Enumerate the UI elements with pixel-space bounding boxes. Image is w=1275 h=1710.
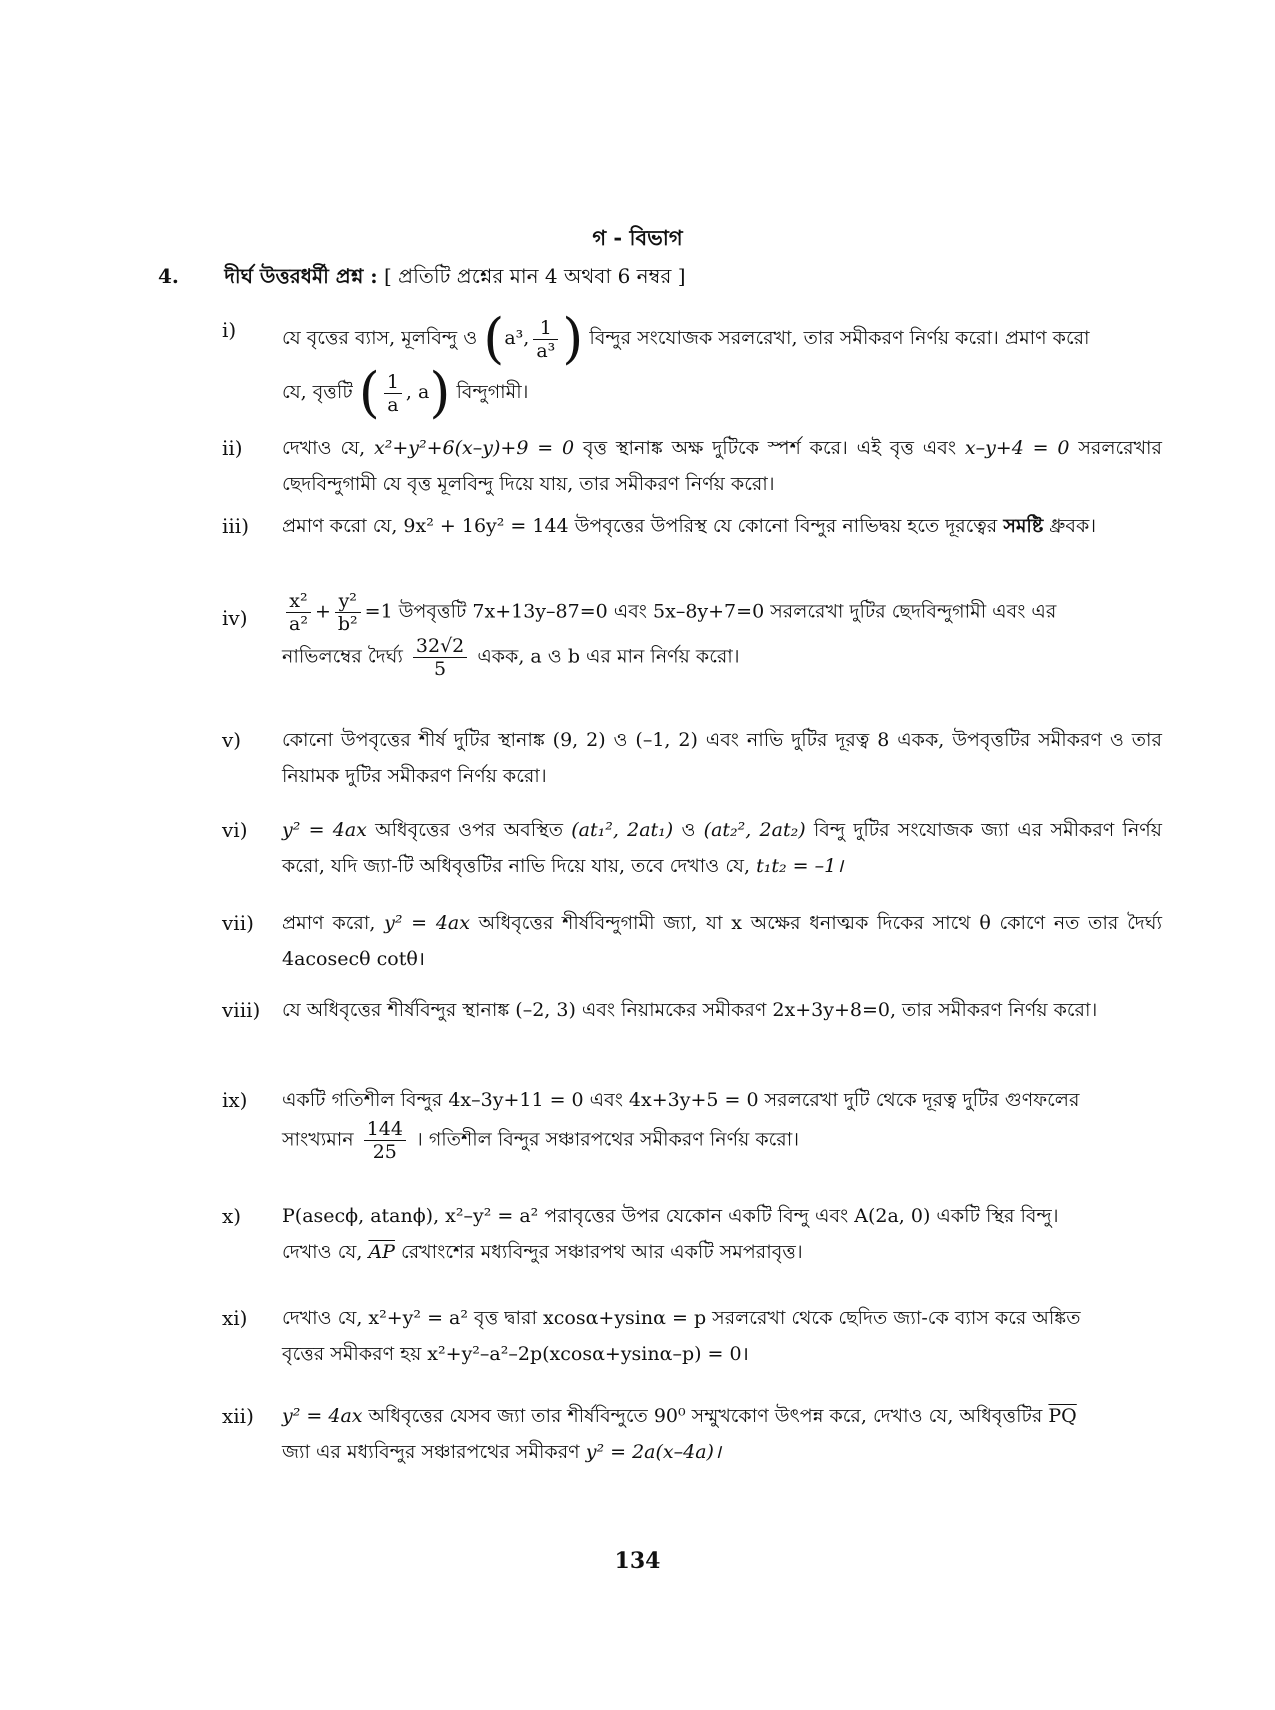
problem-text: উপবৃত্তটি 7x+13y–87=0 এবং 5x–8y+7=0 সরলরেখা দুটির ছেদবিন্দুগামী এবং এর <box>398 600 1057 623</box>
problem-text: ধ্রুবক। <box>1049 515 1097 537</box>
problem-text: অধিবৃত্তের যেসব জ্যা তার শীর্ষবিন্দুতে 90⁰ সম্মুখকোণ উৎপন্ন করে, দেখাও যে, অধিবৃত্তটির <box>368 1405 1043 1427</box>
problem-text: দেখাও যে, x²+y² = a² বৃত্ত দ্বারা xcosα+ysinα = p সরলরেখা থেকে ছেদিত জ্যা-কে ব্যাস করে অঙ্কিত <box>282 1307 1081 1329</box>
problem-text: যে বৃত্তের ব্যাস, মূলবিন্দু ও <box>282 327 478 349</box>
problem-text: বিন্দুর সংযোজক সরলরেখা, তার সমীকরণ নির্ণয় করো। প্রমাণ করো <box>589 327 1090 349</box>
problem-text: বিন্দুগামী। <box>456 381 529 403</box>
marks-note: [ প্রতিটি প্রশ্নের মান 4 অথবা 6 নম্বর ] <box>384 264 686 288</box>
problem-text: যে, বৃত্তটি <box>282 381 353 403</box>
problem-number: vi) <box>222 818 248 842</box>
question-label: দীর্ঘ উত্তরধর্মী প্রশ্ন : <box>224 264 378 288</box>
fraction: $\frac{1}{\text{a³}}$ <box>533 317 558 362</box>
fraction: $\frac{\text{y²}}{\text{b²}}$ <box>335 590 361 635</box>
problem-text: কোনো উপবৃত্তের শীর্ষ দুটির স্থানাঙ্ক (9, 2) ও (–1, 2) এবং নাভি দুটির দূরত্ব 8 একক, উপবৃত্তটির সমীকরণ ও তার নিয়ামক দুটির সমীকরণ নির্ণয় করো। <box>282 729 1162 787</box>
fraction: $\frac{1}{a}$ <box>384 371 402 416</box>
problem-xii <box>222 1398 1162 1470</box>
math-a: , a <box>405 381 430 403</box>
problem-text: সরলরেখার ছেদবিন্দুগামী যে বৃত্ত মূলবিন্দু দিয়ে যায়, তার সমীকরণ নির্ণয় করো। <box>282 437 1163 495</box>
paren-right: ) <box>562 307 584 370</box>
math-parabola: y² = 4ax <box>282 1405 363 1427</box>
problem-text: ও <box>681 819 696 841</box>
question-header <box>158 262 686 295</box>
problem-text: দেখাও যে, <box>282 1241 363 1263</box>
problem-text: সমষ্টি <box>1003 515 1044 537</box>
problem-text: অধিবৃত্তের শীর্ষবিন্দুগামী জ্যা, যা x অক্ষের ধনাত্মক দিকের সাথে θ কোণে নত তার দৈর্ঘ্য 4acosecθ cotθ। <box>282 912 1163 970</box>
problem-text: একটি গতিশীল বিন্দুর 4x–3y+11 = 0 এবং 4x+3y+5 = 0 সরলরেখা দুটি থেকে দূরত্ব দুটির গুণফলের <box>282 1089 1080 1111</box>
problem-text: নাভিলম্বের দৈর্ঘ্য <box>282 645 403 668</box>
problem-iv: iv) $\frac{\text{x²}}{\text{a²}}$ + $\frac{\text{y²}}{\text{b²}}$ =1 উপবৃত্তটি 7x+13y–87=0 এবং 5x–8y+7=0 সরলরেখা দুটির ছেদবিন্দুগামী এবং এর নাভিলম্বের দৈর্ঘ্য $\frac{32√2}{5}$ একক, a ও b এর মান নির্ণয় করো। <box>222 590 1057 680</box>
problem-number: ii) <box>222 436 243 460</box>
problem-number: vii) <box>222 911 254 935</box>
math-parabola: y² = 4ax <box>282 819 367 841</box>
problem-iii <box>222 508 1162 544</box>
problem-v <box>222 722 1162 794</box>
problem-text: বৃত্ত স্থানাঙ্ক অক্ষ দুটিকে স্পর্শ করে। এই বৃত্ত এবং <box>582 437 957 459</box>
problem-text: রেখাংশের মধ্যবিন্দুর সঞ্চারপথ আর একটি সমপরাবৃত্ত। <box>401 1241 803 1263</box>
paren-left: ( <box>483 307 505 370</box>
problem-number: xii) <box>222 1404 254 1428</box>
paren-left: ( <box>358 361 380 424</box>
problem-number: ix) <box>222 1088 248 1112</box>
paren-right: ) <box>429 361 451 424</box>
problem-vii <box>222 905 1162 977</box>
problem-text: অধিবৃত্তের ওপর অবস্থিত <box>375 819 563 841</box>
section-title: গ - বিভাগ <box>592 225 683 250</box>
problem-viii <box>222 992 1162 1028</box>
problem-text: বিন্দু দুটির সংযোজক জ্যা এর সমীকরণ নির্ণয় করো, যদি জ্যা-টি অধিবৃত্তটির নাভি দিয়ে যায়, তবে দেখাও যে, <box>282 819 1162 877</box>
problem-vi <box>222 812 1162 884</box>
math-segment-AP: $\overline{AP}$ <box>368 1241 395 1263</box>
problem-number: viii) <box>222 998 261 1022</box>
page-number: 134 <box>614 1548 661 1574</box>
problem-ii <box>222 430 1162 502</box>
math-line-eq: x–y+4 = 0 <box>964 437 1070 459</box>
problem-text: প্রমাণ করো, <box>282 912 376 934</box>
math-circle-eq: x²+y²+6(x–y)+9 = 0 <box>374 437 575 459</box>
question-number: 4. <box>158 264 179 288</box>
problem-text: প্রমাণ করো যে, 9x² + 16y² = 144 উপবৃত্তের উপরিস্থ যে কোনো বিন্দুর নাভিদ্বয় হতে দূরত্বের <box>282 515 998 537</box>
math-locus: y² = 2a(x–4a)। <box>585 1441 722 1463</box>
math-a3: a³, <box>504 327 530 349</box>
math-point: (at₁², 2at₁) <box>571 819 674 841</box>
problem-number: iii) <box>222 514 249 538</box>
math-chord-PQ: $\overline{PQ}$ <box>1048 1405 1077 1427</box>
problem-text: । গতিশীল বিন্দুর সঞ্চারপথের সমীকরণ নির্ণয় করো। <box>416 1128 800 1151</box>
problem-number: i) <box>222 318 237 342</box>
math-eq: =1 <box>364 600 393 623</box>
problem-ix <box>222 1082 1162 1163</box>
problem-number: iv) <box>222 606 248 630</box>
problem-text: সাংখ্যমান <box>282 1128 354 1151</box>
problem-number: xi) <box>222 1306 248 1330</box>
problem-text: বৃত্তের সমীকরণ হয় x²+y²–a²–2p(xcosα+ysinα–p) = 0। <box>282 1343 749 1365</box>
problem-text: P(asecϕ, atanϕ), x²–y² = a² পরাবৃত্তের উপর যেকোন একটি বিন্দু এবং A(2a, 0) একটি স্থির বিন্দু। <box>282 1205 1059 1227</box>
math-product: t₁t₂ = –1। <box>756 855 844 877</box>
problem-text: জ্যা এর মধ্যবিন্দুর সঞ্চারপথের সমীকরণ <box>282 1441 580 1463</box>
problem-number: x) <box>222 1204 242 1228</box>
problem-i <box>222 307 1162 424</box>
fraction: $\frac{32√2}{5}$ <box>413 635 467 680</box>
problem-text: একক, a ও b এর মান নির্ণয় করো। <box>477 645 740 668</box>
fraction: $\frac{144}{25}$ <box>364 1118 406 1163</box>
problem-text: যে অধিবৃত্তের শীর্ষবিন্দুর স্থানাঙ্ক (–2, 3) এবং নিয়ামকের সমীকরণ 2x+3y+8=0, তার সমীকরণ নির্ণয় করো। <box>282 999 1098 1021</box>
problem-number: v) <box>222 728 242 752</box>
problem-xi <box>222 1300 1162 1372</box>
fraction: $\frac{\text{x²}}{\text{a²}}$ <box>286 590 311 635</box>
problem-text: দেখাও যে, <box>282 437 366 459</box>
problem-x <box>222 1198 1162 1270</box>
math-point: (at₂², 2at₂) <box>703 819 806 841</box>
math-parabola: y² = 4ax <box>384 912 470 934</box>
